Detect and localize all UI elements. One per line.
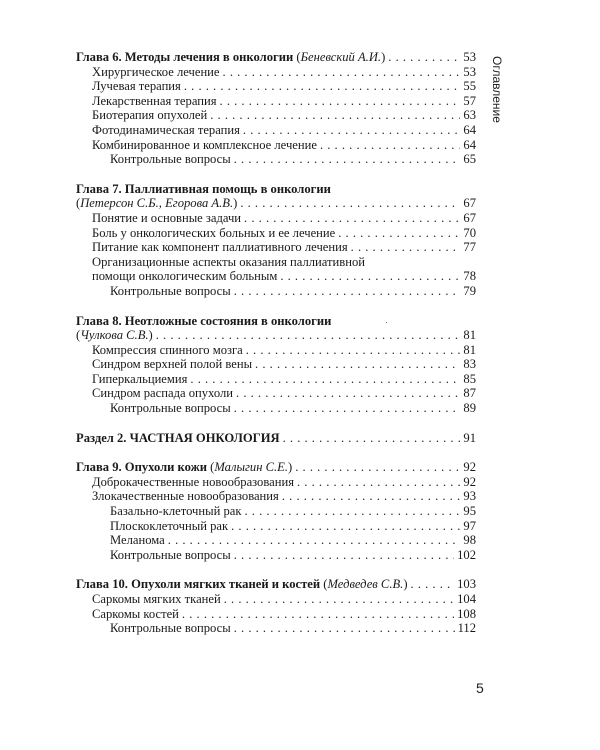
toc-item-label: Питание как компонент паллиативного лечения [92,240,348,255]
leader-dots [280,269,460,284]
leader-dots [388,50,460,65]
page-ref: 53 [463,50,476,64]
page-ref: 108 [457,606,476,621]
toc-item-label: Контрольные вопросы [110,283,231,298]
leader-dots [255,357,460,372]
page-ref: 67 [463,196,476,211]
page-ref: 92 [463,460,476,475]
toc-item-label: Лекарственная терапия [92,93,217,108]
leader-dots [246,343,461,358]
page-ref: 102 [457,547,476,562]
page-ref: 95 [463,504,476,519]
toc-item[interactable] [76,284,476,299]
toc-item-label: Плоскоклеточный рак [110,518,229,533]
toc-item[interactable] [76,386,476,401]
leader-dots [234,548,454,563]
leader-dots [231,519,460,534]
page-number: 5 [476,680,484,696]
toc-item-label: Меланома [110,533,165,548]
page-ref: 87 [463,386,476,401]
toc-item-label: Саркомы мягких тканей [92,592,221,606]
leader-dots [411,577,455,592]
page-ref: 83 [463,357,476,372]
page-ref: 57 [463,93,476,108]
toc-item-label: Гиперкальциемия [92,371,188,386]
chapter-title: Глава 8. Неотложные состояния в онкологии [76,313,332,328]
toc-item[interactable] [76,401,476,416]
chapter-title: Глава 6. Методы лечения в онкологии [76,50,294,64]
leader-dots [244,504,460,519]
toc-item[interactable] [76,357,476,372]
toc-chapter-8-title[interactable] [76,314,476,329]
page-ref: 78 [463,269,476,284]
toc-item-label: Злокачественные новообразования [92,489,279,504]
toc-item-label: Биотерапия опухолей [92,108,208,123]
toc-item-label: Боль у онкологических больных и ее лечение [92,225,336,240]
chapter-title: Глава 7. Паллиативная помощь в онкологии [76,181,331,196]
spacer [76,167,476,182]
chapter-author: Медведев С.В. [327,577,404,592]
toc-item[interactable] [76,79,476,94]
leader-dots [184,79,461,94]
table-of-contents [76,50,476,636]
toc-chapter-10[interactable]: Глава 10. Опухоли мягких тканей и костей (Медведев С.В.) . . . 103 [76,577,476,592]
toc-item[interactable] [76,343,476,358]
toc-item-label: Базально-клеточный рак [110,504,242,519]
leader-dots [234,621,455,636]
leader-dots [240,196,460,211]
page-ref: 85 [463,371,476,386]
spacer [76,562,476,577]
toc-item[interactable] [76,65,476,80]
page-ref: 89 [463,401,476,416]
toc-item-label: Синдром верхней полой вены [92,357,253,372]
page-ref: 97 [463,518,476,533]
page-ref: 70 [463,225,476,240]
toc-item-label: Фотодинамическая терапия [92,122,240,137]
leader-dots [168,533,461,548]
leader-dots [190,372,460,387]
toc-chapter-9[interactable]: Глава 9. Опухоли кожи (Малыгин С.Е.) . . . 92 [76,460,476,475]
leader-dots [220,94,461,109]
spacer [76,445,476,460]
toc-item[interactable] [76,533,476,548]
toc-item-label: Саркомы костей [92,606,179,621]
spacer [76,299,476,314]
toc-item[interactable] [76,138,476,153]
toc-item[interactable] [76,123,476,138]
page-ref: 91 [463,430,476,445]
leader-dots [182,607,454,622]
page-ref: 63 [463,108,476,123]
toc-item[interactable] [76,108,476,123]
print-speck [386,322,387,323]
toc-item-label-line1: Организационные аспекты оказания паллиативной [92,254,365,269]
leader-dots [234,401,461,416]
toc-item-label: Хирургическое лечение [92,64,220,79]
toc-section-2[interactable] [76,431,476,446]
toc-item[interactable] [76,548,476,563]
toc-item-label: Компрессия спинного мозга [92,342,243,357]
toc-item-label: Контрольные вопросы [110,547,231,562]
section-title: Раздел 2. ЧАСТНАЯ ОНКОЛОГИЯ [76,430,280,445]
toc-item-label: Лучевая терапия [92,79,181,94]
toc-chapter-6[interactable]: Глава 6. Методы лечения в онкологии (Беневский А.И.) . . . 53 [76,50,476,65]
toc-item[interactable] [76,607,476,622]
leader-dots [320,138,460,153]
leader-dots [243,123,460,138]
page-ref: 98 [463,533,476,548]
page-ref: 55 [463,79,476,94]
page-ref: 81 [463,342,476,357]
toc-chapter-7-title[interactable] [76,182,476,197]
leader-dots [234,284,461,299]
leader-dots [223,65,461,80]
toc-item[interactable] [76,372,476,387]
leader-dots [295,460,460,475]
chapter-author: Петерсон С.Б., Егорова А.В. [80,196,234,211]
page-ref: 104 [457,592,476,606]
page-ref: 77 [463,240,476,255]
page-ref: 53 [463,64,476,79]
chapter-title: Глава 10. Опухоли мягких тканей и костей [76,577,321,592]
page-ref: 103 [457,577,476,592]
toc-item[interactable] [76,475,476,490]
spacer [76,416,476,431]
toc-item-label: Контрольные вопросы [110,152,231,167]
leader-dots [210,108,460,123]
toc-chapter-8[interactable]: (Чулкова С.В.) . . . 81 [76,328,476,343]
toc-item-label: Комбинированное и комплексное лечение [92,137,317,152]
page-ref: 81 [463,328,476,343]
page-ref: 92 [463,474,476,489]
page-ref: 93 [463,489,476,504]
chapter-author: Беневский А.И. [300,50,382,64]
toc-item[interactable] [76,504,476,519]
leader-dots [338,226,460,241]
page-ref: 67 [463,210,476,225]
leader-dots [236,386,460,401]
toc-item[interactable] [76,592,476,607]
chapter-author: Малыгин С.Е. [214,460,289,475]
toc-item[interactable] [76,94,476,109]
page-ref: 64 [463,137,476,152]
leader-dots [224,592,454,607]
toc-item[interactable] [76,240,476,255]
page-ref: 64 [463,122,476,137]
toc-item-label-line2: помощи онкологическим больным [92,269,278,284]
leader-dots [297,475,460,490]
leader-dots [156,328,461,343]
toc-item[interactable] [76,621,476,636]
toc-item-label: Доброкачественные новообразования [92,474,294,489]
leader-dots [351,240,461,255]
leader-dots [282,489,461,504]
leader-dots [244,211,460,226]
leader-dots [283,431,461,446]
page-ref: 65 [463,152,476,167]
page-ref: 112 [457,621,476,636]
toc-item-label: Синдром распада опухоли [92,386,234,401]
toc-item-label: Понятие и основные задачи [92,210,242,225]
toc-item[interactable] [76,489,476,504]
toc-chapter-7[interactable]: (Петерсон С.Б., Егорова А.В.) . . . 67 [76,196,476,211]
toc-item[interactable] [76,226,476,241]
page-ref: 79 [463,283,476,298]
chapter-author: Чулкова С.В. [80,328,149,343]
toc-item[interactable] [76,152,476,167]
toc-item[interactable] [76,269,476,284]
chapter-title: Глава 9. Опухоли кожи [76,460,208,475]
toc-item-label: Контрольные вопросы [110,621,231,636]
toc-item[interactable] [76,211,476,226]
toc-item-label: Контрольные вопросы [110,401,231,416]
leader-dots [234,152,461,167]
running-head [486,56,508,156]
toc-item[interactable] [76,519,476,534]
running-head-text: Оглавление [490,56,504,123]
